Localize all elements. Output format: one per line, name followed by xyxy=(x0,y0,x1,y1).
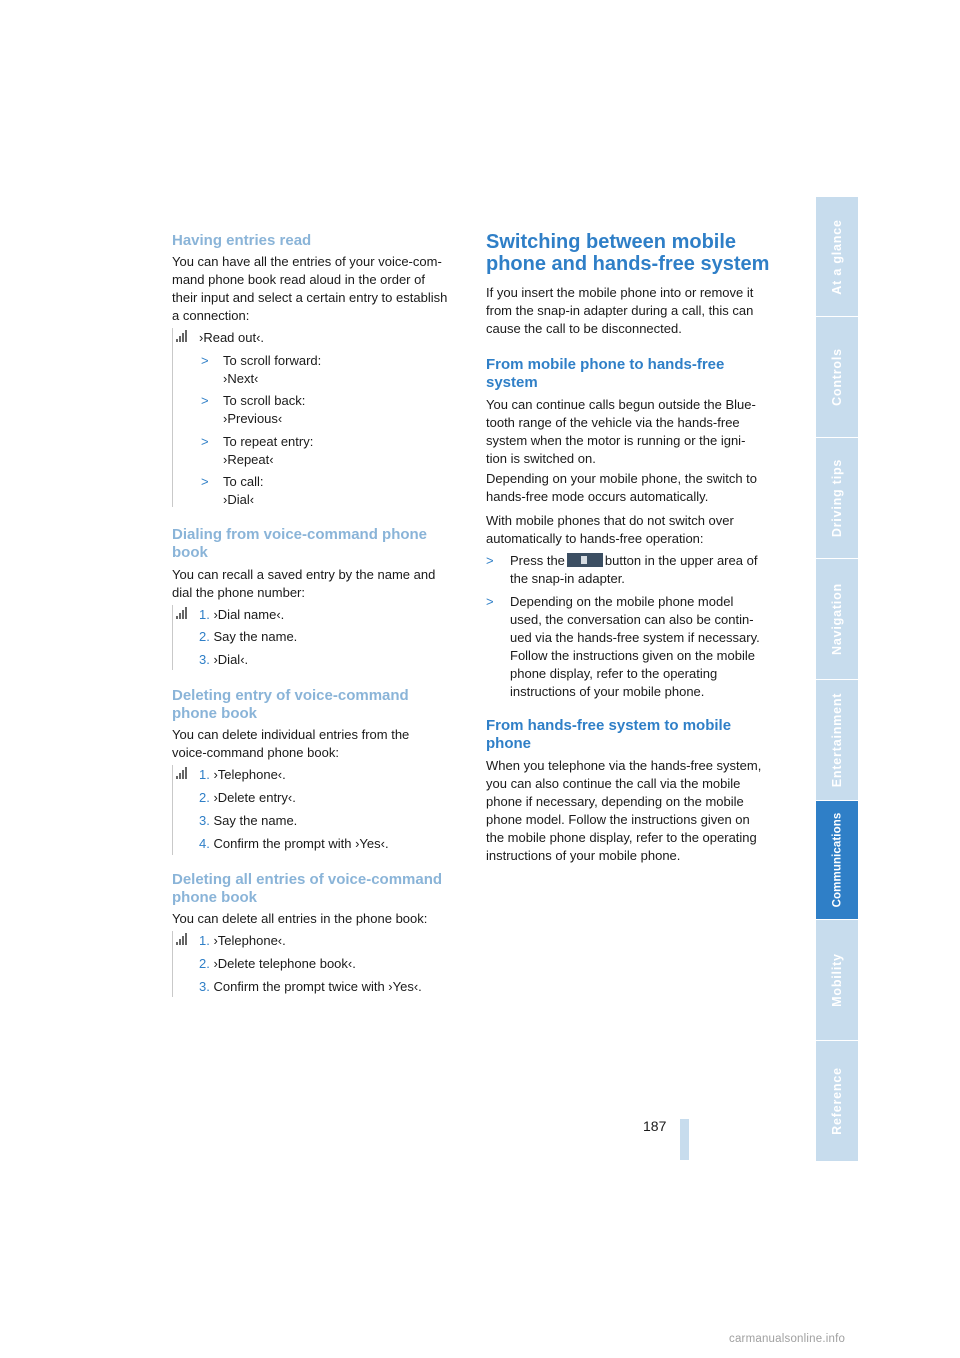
heading-deleting-entry: Deleting entry of voice-command phone book xyxy=(172,687,409,722)
tab-controls[interactable]: Controls xyxy=(816,317,858,437)
list-item: > Press the button in the upper area of the snap-in adapter. xyxy=(486,553,758,586)
step: 2. Say the name. xyxy=(199,629,298,644)
heading-having-entries-read: Having entries read xyxy=(172,232,312,249)
step: 4. Confirm the prompt with ›Yes‹. xyxy=(199,836,389,851)
tab-mobility[interactable]: Mobility xyxy=(816,920,858,1040)
paragraph: Depending on your mobile phone, the switch to hands-free mode occurs automatically. xyxy=(486,471,758,504)
list-item: > Depending on the mobile phone model used, the conversation can also be contin- ued via the hands-free system if necessary. Follow the instructions given on the mobile phone display, refer to the operating instructions of your mobile phone. xyxy=(486,594,760,699)
voice-command-icon xyxy=(176,767,188,779)
heading-handsfree-to-mobile: From hands-free system to mobile phone xyxy=(486,717,732,752)
step: 2. ›Delete entry‹. xyxy=(199,790,296,805)
step: 1. ›Dial name‹. xyxy=(199,607,285,622)
step: 1. ›Telephone‹. xyxy=(199,767,286,782)
voice-command-block: ›Read out‹. > To scroll forward: ›Next‹ > To scroll back: ›Previous‹ > To repeat entry: ›Repeat‹ > To call: ›Dial‹ xyxy=(172,328,465,507)
paragraph: If you insert the mobile phone into or remove it from the snap-in adapter during a call, this can cause the call to be disconnected. xyxy=(486,285,754,336)
tab-at-a-glance[interactable]: At a glance xyxy=(816,197,858,316)
voice-command: ›Next‹ xyxy=(223,371,259,386)
voice-command: ›Dial‹ xyxy=(223,492,255,507)
step: 2. ›Delete telephone book‹. xyxy=(199,956,356,971)
paragraph: You can have all the entries of your voice-com- mand phone book read aloud in the order of their input and select a certain entry to establish a connection: xyxy=(172,254,448,323)
speaker-button-icon xyxy=(567,553,603,567)
chapter-sidebar xyxy=(816,197,858,1161)
heading-dialing: Dialing from voice-command phone book xyxy=(172,526,428,561)
tab-reference[interactable]: Reference xyxy=(816,1041,858,1161)
voice-command: ›Read out‹. xyxy=(199,330,265,345)
page-marker xyxy=(680,1119,689,1160)
voice-command: ›Previous‹ xyxy=(223,411,283,426)
tab-navigation[interactable]: Navigation xyxy=(816,559,858,679)
voice-command-block xyxy=(172,931,465,997)
footer-watermark: carmanualsonline.info xyxy=(729,1333,846,1345)
voice-command-icon xyxy=(176,330,188,342)
paragraph: With mobile phones that do not switch over automatically to hands-free operation: xyxy=(486,513,734,546)
tab-communications[interactable]: Communications xyxy=(816,801,858,919)
step: 3. ›Dial‹. xyxy=(199,652,249,667)
page-number: 187 xyxy=(643,1118,667,1134)
heading-deleting-all: Deleting all entries of voice-command phone book xyxy=(172,871,443,906)
tab-driving-tips[interactable]: Driving tips xyxy=(816,438,858,558)
voice-command-icon xyxy=(176,933,188,945)
heading-mobile-to-handsfree: From mobile phone to hands-free system xyxy=(486,356,725,391)
paragraph: You can recall a saved entry by the name and dial the phone number: xyxy=(172,567,436,600)
step: 3. Confirm the prompt twice with ›Yes‹. xyxy=(199,979,422,994)
paragraph: You can delete all entries in the phone book: xyxy=(172,911,428,926)
voice-command-icon xyxy=(176,607,188,619)
paragraph: You can delete individual entries from the voice-command phone book: xyxy=(172,727,410,760)
paragraph: You can continue calls begun outside the Blue- tooth range of the vehicle via the hands-free system when the motor is running or the igni- tion is switched on. xyxy=(486,397,756,466)
voice-command-block xyxy=(172,765,465,855)
step: 1. ›Telephone‹. xyxy=(199,933,286,948)
section-title: Switching between mobile phone and hands-free system xyxy=(486,231,770,275)
paragraph: When you telephone via the hands-free system, you can also continue the call via the mobile phone if necessary, depending on the mobile phone model. Follow the instructions given on the mobile phone display, refer to the operating instructions of your mobile phone. xyxy=(486,758,762,863)
voice-command: ›Repeat‹ xyxy=(223,452,274,467)
voice-command-block xyxy=(172,605,465,670)
step: 3. Say the name. xyxy=(199,813,298,828)
tab-entertainment[interactable]: Entertainment xyxy=(816,680,858,800)
